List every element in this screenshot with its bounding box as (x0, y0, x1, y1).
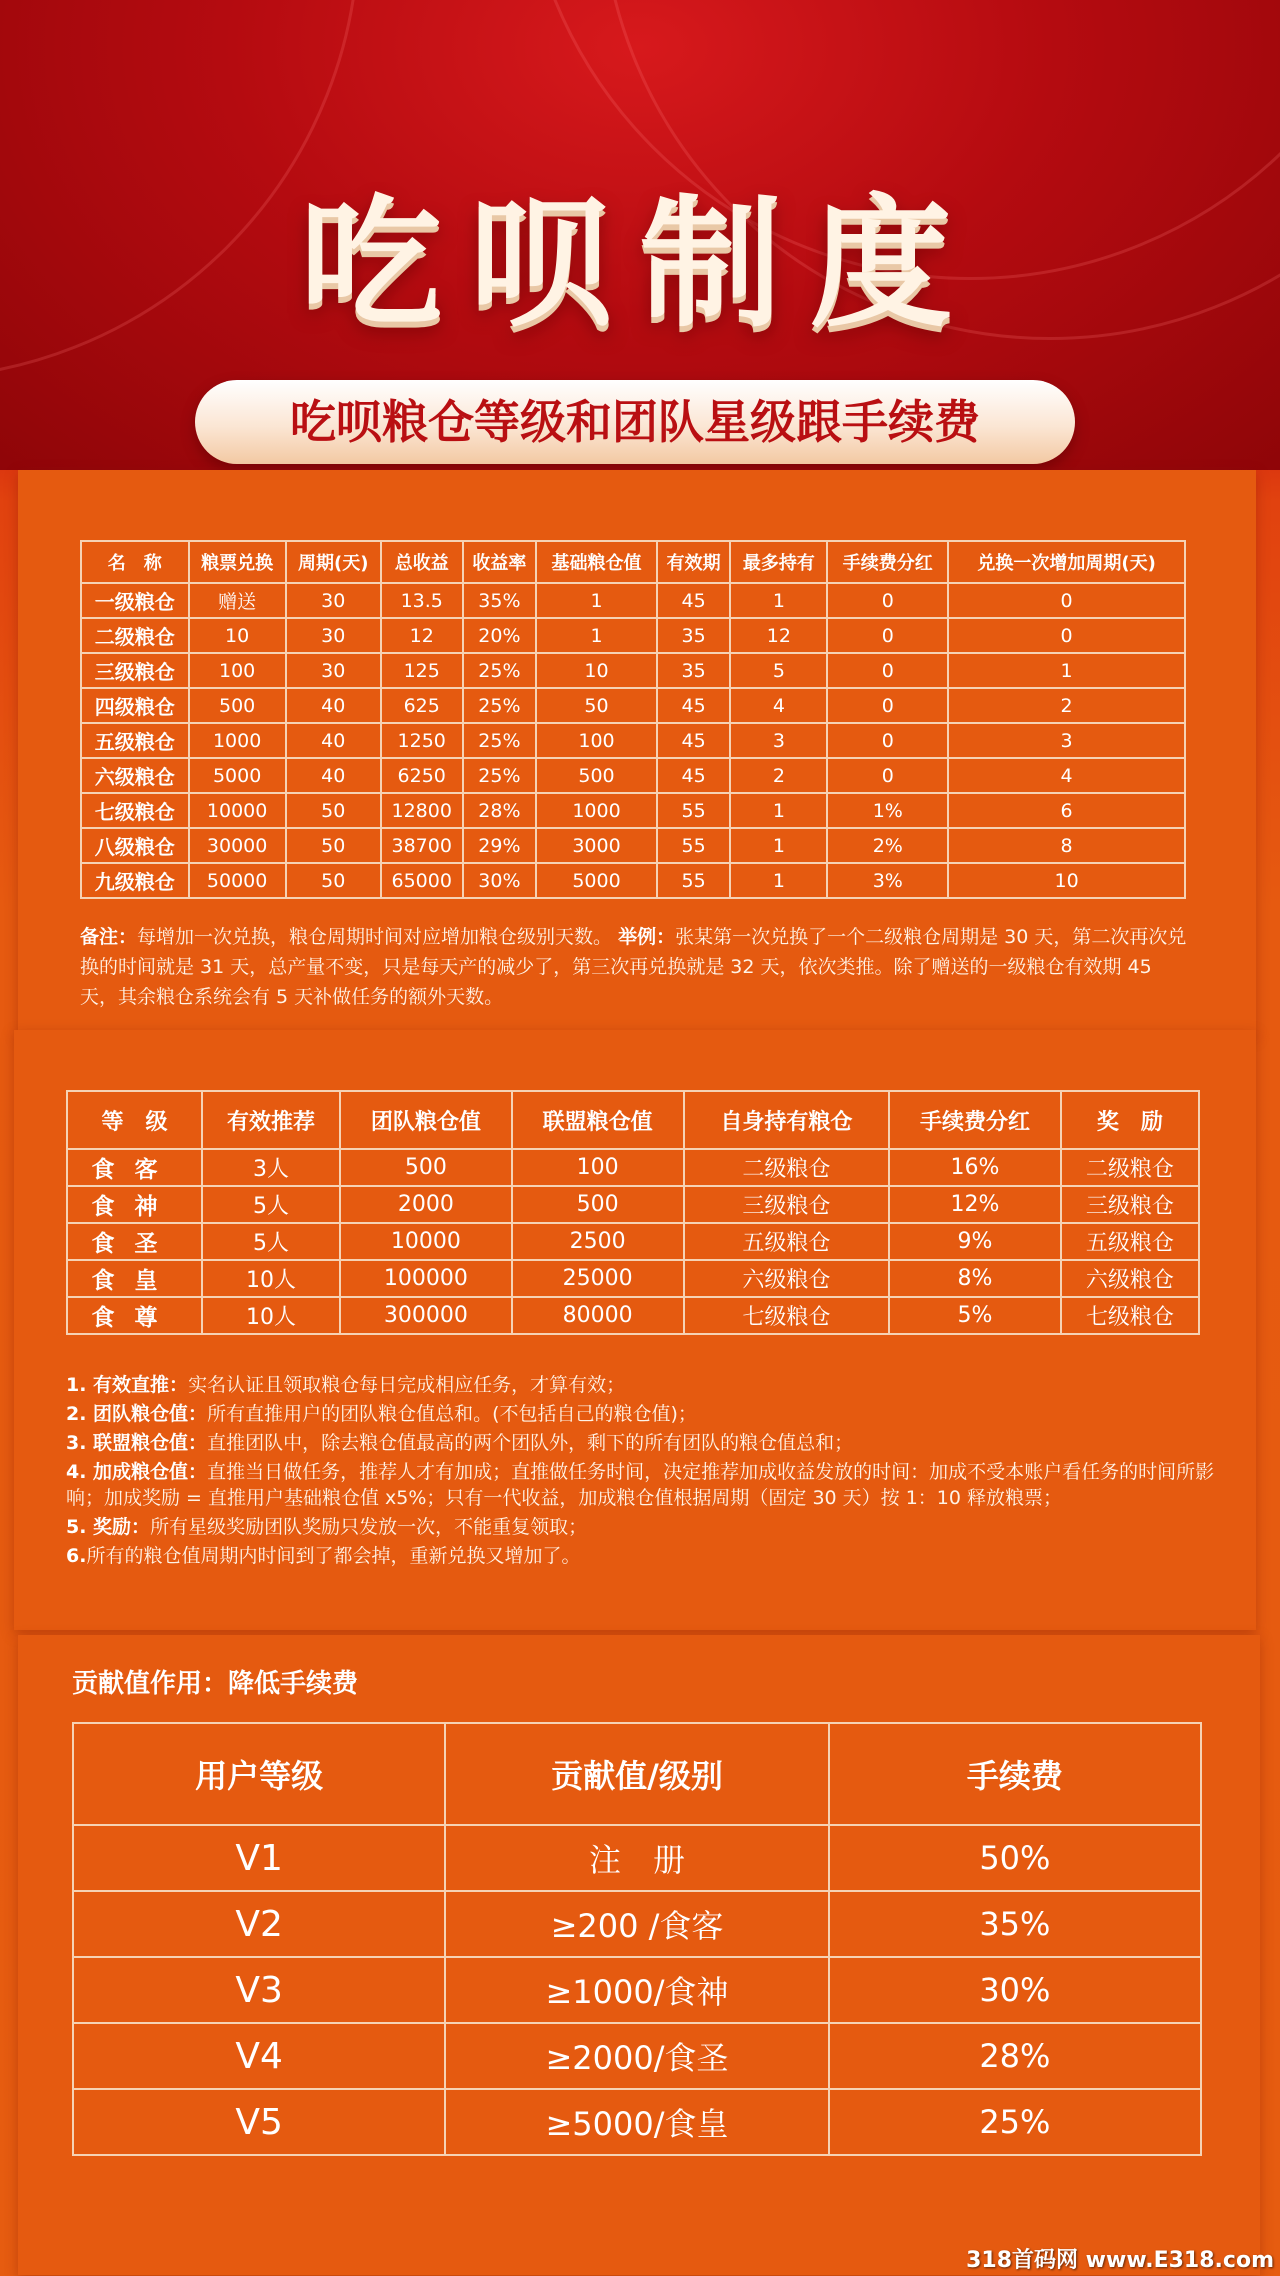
table-cell: 5人 (202, 1186, 340, 1223)
user-level: V3 (73, 1957, 445, 2023)
table-cell: 2 (730, 758, 827, 793)
table-row (67, 1223, 1199, 1260)
table-cell: 40 (286, 758, 381, 793)
table-cell: 3 (948, 723, 1185, 758)
star-level-name: 食皇 (67, 1260, 202, 1297)
table-cell: 1 (730, 793, 827, 828)
table-header-row (73, 1723, 1201, 1825)
header-cell: 有效推荐 (202, 1091, 340, 1149)
table-row (81, 863, 1185, 898)
table-cell: 25000 (512, 1260, 684, 1297)
table-cell: 50000 (189, 863, 286, 898)
contribution-fee-table (72, 1722, 1202, 2156)
table-cell: 20% (463, 618, 536, 653)
rule-item (66, 1543, 1216, 1569)
table-cell: 30 (286, 583, 381, 618)
rules-list (66, 1372, 1216, 1572)
rule-label: 1. 有效直推： (66, 1374, 189, 1396)
table-cell: 1000 (536, 793, 657, 828)
table-cell: 3人 (202, 1149, 340, 1186)
table-cell: 300000 (340, 1297, 512, 1334)
table-cell: 100000 (340, 1260, 512, 1297)
header-cell: 最多持有 (730, 541, 827, 583)
table-cell: 0 (948, 583, 1185, 618)
table-cell: 5人 (202, 1223, 340, 1260)
table-cell: 25% (463, 758, 536, 793)
table-row (81, 828, 1185, 863)
table-cell: 30 (286, 618, 381, 653)
table-cell: 25% (463, 653, 536, 688)
table-cell: 30 (286, 653, 381, 688)
table-cell: 16% (889, 1149, 1061, 1186)
table-cell: 38700 (381, 828, 463, 863)
table-cell: 3 (730, 723, 827, 758)
table-cell: 55 (657, 863, 730, 898)
table-cell: 8% (889, 1260, 1061, 1297)
table-row (73, 2089, 1201, 2155)
table-cell: 35% (829, 1891, 1201, 1957)
table-row (73, 1957, 1201, 2023)
table-cell: ≥2000/食圣 (445, 2023, 829, 2089)
table-cell: 13.5 (381, 583, 463, 618)
header-cell: 用户等级 (73, 1723, 445, 1825)
table-cell: 45 (657, 723, 730, 758)
table-cell: 六级粮仓 (1061, 1260, 1199, 1297)
level-name: 二级粮仓 (81, 618, 189, 653)
table-cell: 二级粮仓 (684, 1149, 890, 1186)
table-cell: 500 (189, 688, 286, 723)
table-cell: 5 (730, 653, 827, 688)
contribution-heading: 贡献值作用：降低手续费 (72, 1669, 359, 1699)
table-cell: 12 (730, 618, 827, 653)
table-row (81, 723, 1185, 758)
star-level-name: 食尊 (67, 1297, 202, 1334)
table-cell: 0 (827, 723, 948, 758)
table-cell: 1 (730, 583, 827, 618)
header-cell: 手续费分红 (889, 1091, 1061, 1149)
table-cell: ≥5000/食皇 (445, 2089, 829, 2155)
table-cell: 0 (827, 583, 948, 618)
header-cell: 兑换一次增加周期(天) (948, 541, 1185, 583)
table-cell: 2000 (340, 1186, 512, 1223)
table-cell: 45 (657, 758, 730, 793)
table-cell: 55 (657, 793, 730, 828)
table-row (81, 758, 1185, 793)
subtitle-ribbon: 吃呗粮仓等级和团队星级跟手续费 (195, 380, 1075, 464)
rule-text: 实名认证且领取粮仓每日完成相应任务，才算有效； (188, 1374, 626, 1396)
table-cell: 10000 (340, 1223, 512, 1260)
user-level: V4 (73, 2023, 445, 2089)
team-star-table (66, 1090, 1200, 1335)
level-name: 八级粮仓 (81, 828, 189, 863)
table-cell: 2 (948, 688, 1185, 723)
table-cell: 625 (381, 688, 463, 723)
table-cell: 500 (340, 1149, 512, 1186)
table-row (81, 653, 1185, 688)
table-row (81, 618, 1185, 653)
rule-text: 所有星级奖励团队奖励只发放一次，不能重复领取； (150, 1516, 588, 1538)
table-header-row (81, 541, 1185, 583)
table-cell: 3% (827, 863, 948, 898)
star-level-name: 食客 (67, 1149, 202, 1186)
table-cell: 80000 (512, 1297, 684, 1334)
rule-item (66, 1401, 1216, 1427)
remark-text: 每增加一次兑换，粮仓周期时间对应增加粮仓级别天数。 (137, 926, 613, 948)
table-cell: 55 (657, 828, 730, 863)
table-cell: 12800 (381, 793, 463, 828)
table-cell: 40 (286, 688, 381, 723)
table-cell: 1250 (381, 723, 463, 758)
table-cell: 6250 (381, 758, 463, 793)
star-level-name: 食圣 (67, 1223, 202, 1260)
header-cell: 贡献值/级别 (445, 1723, 829, 1825)
table-cell: 50 (286, 793, 381, 828)
table-cell: 35% (463, 583, 536, 618)
table-cell: 35 (657, 653, 730, 688)
level-name: 三级粮仓 (81, 653, 189, 688)
table-cell: 100 (189, 653, 286, 688)
table-cell: 三级粮仓 (1061, 1186, 1199, 1223)
header-cell: 奖 励 (1061, 1091, 1199, 1149)
table-cell: 500 (536, 758, 657, 793)
table-cell: 五级粮仓 (684, 1223, 890, 1260)
table-cell: 4 (948, 758, 1185, 793)
table-cell: 三级粮仓 (684, 1186, 890, 1223)
table-cell: 10000 (189, 793, 286, 828)
rule-item (66, 1459, 1216, 1511)
table-cell: 25% (463, 723, 536, 758)
header-cell: 周期(天) (286, 541, 381, 583)
table-cell: 10 (189, 618, 286, 653)
table-cell: 4 (730, 688, 827, 723)
table-cell: 10人 (202, 1260, 340, 1297)
granary-level-table (80, 540, 1186, 899)
table-row (73, 2023, 1201, 2089)
star-level-name: 食神 (67, 1186, 202, 1223)
rule-text: 所有直推用户的团队粮仓值总和。(不包括自己的粮仓值)； (207, 1403, 697, 1425)
table-cell: 2500 (512, 1223, 684, 1260)
level-name: 六级粮仓 (81, 758, 189, 793)
example-label: 举例： (618, 926, 676, 948)
table-cell: 0 (827, 618, 948, 653)
table-row (67, 1149, 1199, 1186)
header-cell: 有效期 (657, 541, 730, 583)
table-cell: 二级粮仓 (1061, 1149, 1199, 1186)
table-cell: 1 (536, 618, 657, 653)
table-cell: 45 (657, 583, 730, 618)
table-cell: 注 册 (445, 1825, 829, 1891)
table-cell: 50% (829, 1825, 1201, 1891)
level-name: 九级粮仓 (81, 863, 189, 898)
table-row (81, 793, 1185, 828)
table-cell: 10 (948, 863, 1185, 898)
table-cell: 12 (381, 618, 463, 653)
level-name: 一级粮仓 (81, 583, 189, 618)
rule-label: 2. 团队粮仓值： (66, 1403, 208, 1425)
table-cell: 12% (889, 1186, 1061, 1223)
table-row (67, 1186, 1199, 1223)
table-cell: 2% (827, 828, 948, 863)
table-row (73, 1891, 1201, 1957)
table-cell: 0 (827, 653, 948, 688)
table-cell: 六级粮仓 (684, 1260, 890, 1297)
header-cell: 团队粮仓值 (340, 1091, 512, 1149)
table-row (81, 688, 1185, 723)
table-row (67, 1297, 1199, 1334)
header-cell: 等 级 (67, 1091, 202, 1149)
table-cell: 65000 (381, 863, 463, 898)
table-cell: 5% (889, 1297, 1061, 1334)
table-cell: 1 (536, 583, 657, 618)
level-name: 五级粮仓 (81, 723, 189, 758)
table-cell: 30000 (189, 828, 286, 863)
rule-text: 所有的粮仓值周期内时间到了都会掉，重新兑换又增加了。 (86, 1545, 581, 1567)
table-row (73, 1825, 1201, 1891)
table-cell: 40 (286, 723, 381, 758)
table-cell: 0 (827, 758, 948, 793)
table-cell: 赠送 (189, 583, 286, 618)
table-cell: 1% (827, 793, 948, 828)
table-cell: 5000 (189, 758, 286, 793)
table-cell: 10人 (202, 1297, 340, 1334)
user-level: V1 (73, 1825, 445, 1891)
rule-text: 直推团队中，除去粮仓值最高的两个团队外，剩下的所有团队的粮仓值总和； (207, 1432, 854, 1454)
table-cell: 0 (948, 618, 1185, 653)
table-cell: 100 (512, 1149, 684, 1186)
table-cell: 50 (286, 828, 381, 863)
table-cell: 35 (657, 618, 730, 653)
table-cell: 1 (730, 863, 827, 898)
table-cell: 45 (657, 688, 730, 723)
watermark: 318首码网 www.E318.com (966, 2248, 1274, 2273)
table-cell: 七级粮仓 (1061, 1297, 1199, 1334)
header-cell: 手续费 (829, 1723, 1201, 1825)
level-name: 七级粮仓 (81, 793, 189, 828)
table-cell: ≥1000/食神 (445, 1957, 829, 2023)
header-cell: 总收益 (381, 541, 463, 583)
rule-item (66, 1372, 1216, 1398)
table-cell: ≥200 /食客 (445, 1891, 829, 1957)
table-cell: 25% (829, 2089, 1201, 2155)
example-text: 张某第一次兑换了一个二级粮仓周期是 30 天，第二次再次兑换的时间就是 31 天，总产量不变，只是每天产的减少了，第三次再兑换就是 32 天，依次类推。除了赠送的一级粮仓有效期 45 天，其余粮仓系统会有 5 天补做任务的额外天数。 (80, 926, 1187, 1008)
header-cell: 联盟粮仓值 (512, 1091, 684, 1149)
user-level: V2 (73, 1891, 445, 1957)
table-header-row (67, 1091, 1199, 1149)
table-cell: 100 (536, 723, 657, 758)
table-cell: 50 (536, 688, 657, 723)
remark-label: 备注： (80, 926, 138, 948)
table-cell: 3000 (536, 828, 657, 863)
table-cell: 0 (827, 688, 948, 723)
table-row (67, 1260, 1199, 1297)
table-cell: 500 (512, 1186, 684, 1223)
table-cell: 30% (463, 863, 536, 898)
header-cell: 收益率 (463, 541, 536, 583)
rule-label: 5. 奖励： (66, 1516, 151, 1538)
table-cell: 25% (463, 688, 536, 723)
table-cell: 125 (381, 653, 463, 688)
table-cell: 29% (463, 828, 536, 863)
table-cell: 5000 (536, 863, 657, 898)
rule-label: 3. 联盟粮仓值： (66, 1432, 208, 1454)
table-cell: 50 (286, 863, 381, 898)
rule-label: 6. (66, 1545, 87, 1567)
table-cell: 6 (948, 793, 1185, 828)
table-cell: 30% (829, 1957, 1201, 2023)
page-title: 吃呗制度 (300, 181, 980, 347)
header-cell: 手续费分红 (827, 541, 948, 583)
rule-item (66, 1514, 1216, 1540)
user-level: V5 (73, 2089, 445, 2155)
rule-item (66, 1430, 1216, 1456)
header-cell: 基础粮仓值 (536, 541, 657, 583)
header-cell: 名 称 (81, 541, 189, 583)
table-cell: 五级粮仓 (1061, 1223, 1199, 1260)
table-cell: 9% (889, 1223, 1061, 1260)
table-cell: 七级粮仓 (684, 1297, 890, 1334)
remark-note (80, 922, 1190, 1012)
table-cell: 28% (463, 793, 536, 828)
table-row (81, 583, 1185, 618)
rule-text: 直推当日做任务，推荐人才有加成；直推做任务时间，决定推荐加成收益发放的时间：加成不受本账户看任务的时间所影响；加成奖励 = 直推用户基础粮仓值 x5%；只有一代收益，加成粮仓值根据周期（固定 30 天）按 1：10 释放粮票； (66, 1461, 1215, 1509)
table-cell: 8 (948, 828, 1185, 863)
table-cell: 1 (948, 653, 1185, 688)
table-cell: 1000 (189, 723, 286, 758)
table-cell: 1 (730, 828, 827, 863)
rule-label: 4. 加成粮仓值： (66, 1461, 208, 1483)
header-cell: 粮票兑换 (189, 541, 286, 583)
level-name: 四级粮仓 (81, 688, 189, 723)
table-cell: 28% (829, 2023, 1201, 2089)
header-cell: 自身持有粮仓 (684, 1091, 890, 1149)
table-cell: 10 (536, 653, 657, 688)
